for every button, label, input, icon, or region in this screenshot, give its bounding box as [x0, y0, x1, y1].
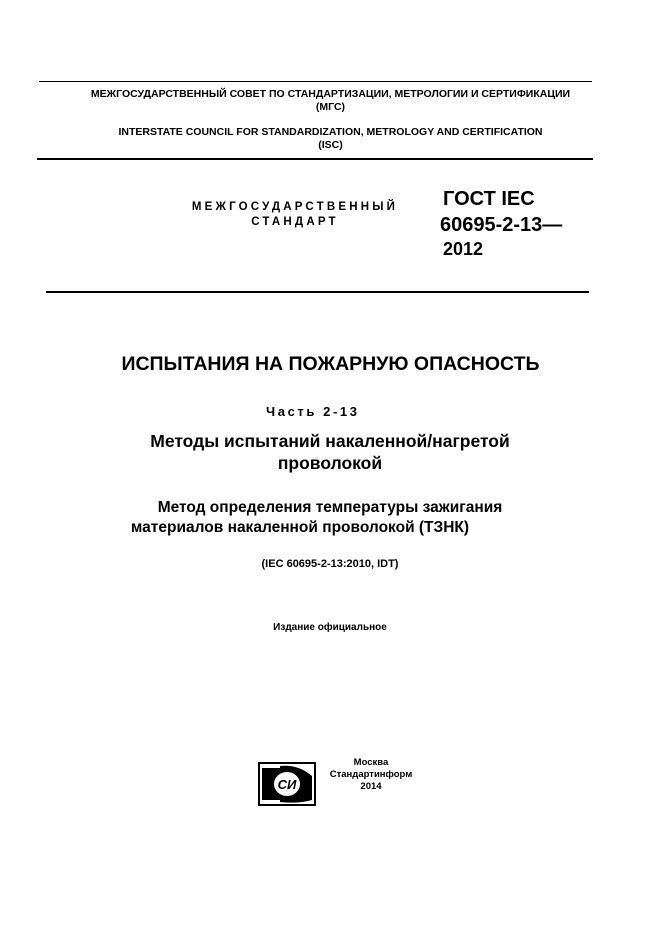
publisher-name: Стандартинформ	[329, 769, 413, 780]
standartinform-logo-icon	[258, 762, 316, 806]
designation-rule	[46, 291, 589, 293]
subtitle	[80, 430, 580, 474]
publisher-logo	[258, 762, 316, 806]
iec-reference: (IEC 60695-2-13:2010, IDT)	[261, 558, 399, 570]
gost-designation-line1: ГОСТ IEC	[443, 188, 535, 210]
method-line2: материалов накаленной проволокой (ТЗНК)	[130, 519, 470, 536]
part-number: Часть 2-13	[266, 404, 360, 419]
standard-label-line1: МЕЖГОСУДАРСТВЕННЫЙ	[191, 201, 399, 213]
publisher-info	[318, 757, 424, 793]
publisher-city: Москва	[353, 757, 389, 768]
method-title	[80, 498, 580, 538]
council-abbr-ru: (МГС)	[315, 101, 346, 113]
subtitle-line1: Методы испытаний накаленной/нагретой	[150, 431, 510, 451]
council-name-en: INTERSTATE COUNCIL FOR STANDARDIZATION, METROLOGY AND CERTIFICATION	[118, 126, 543, 138]
standard-label	[170, 200, 420, 230]
standard-label-line2: СТАНДАРТ	[251, 216, 339, 228]
method-line1: Метод определения температуры зажигания	[157, 499, 503, 516]
gost-designation-line3: 2012	[443, 239, 484, 259]
gost-designation-line2: 60695-2-13—	[440, 214, 563, 236]
edition-note: Издание официальное	[273, 622, 387, 633]
subtitle-line2: проволокой	[277, 453, 383, 473]
document-title: ИСПЫТАНИЯ НА ПОЖАРНУЮ ОПАСНОСТЬ	[121, 353, 540, 375]
publisher-year: 2014	[360, 781, 382, 792]
top-rule	[39, 81, 592, 82]
council-abbr-en: (ISC)	[318, 139, 343, 151]
council-rule	[37, 158, 593, 160]
logo-lettering: СИ	[277, 777, 297, 792]
council-name-ru: МЕЖГОСУДАРСТВЕННЫЙ СОВЕТ ПО СТАНДАРТИЗАЦИИ, МЕТРОЛОГИИ И СЕРТИФИКАЦИИ	[90, 88, 571, 100]
